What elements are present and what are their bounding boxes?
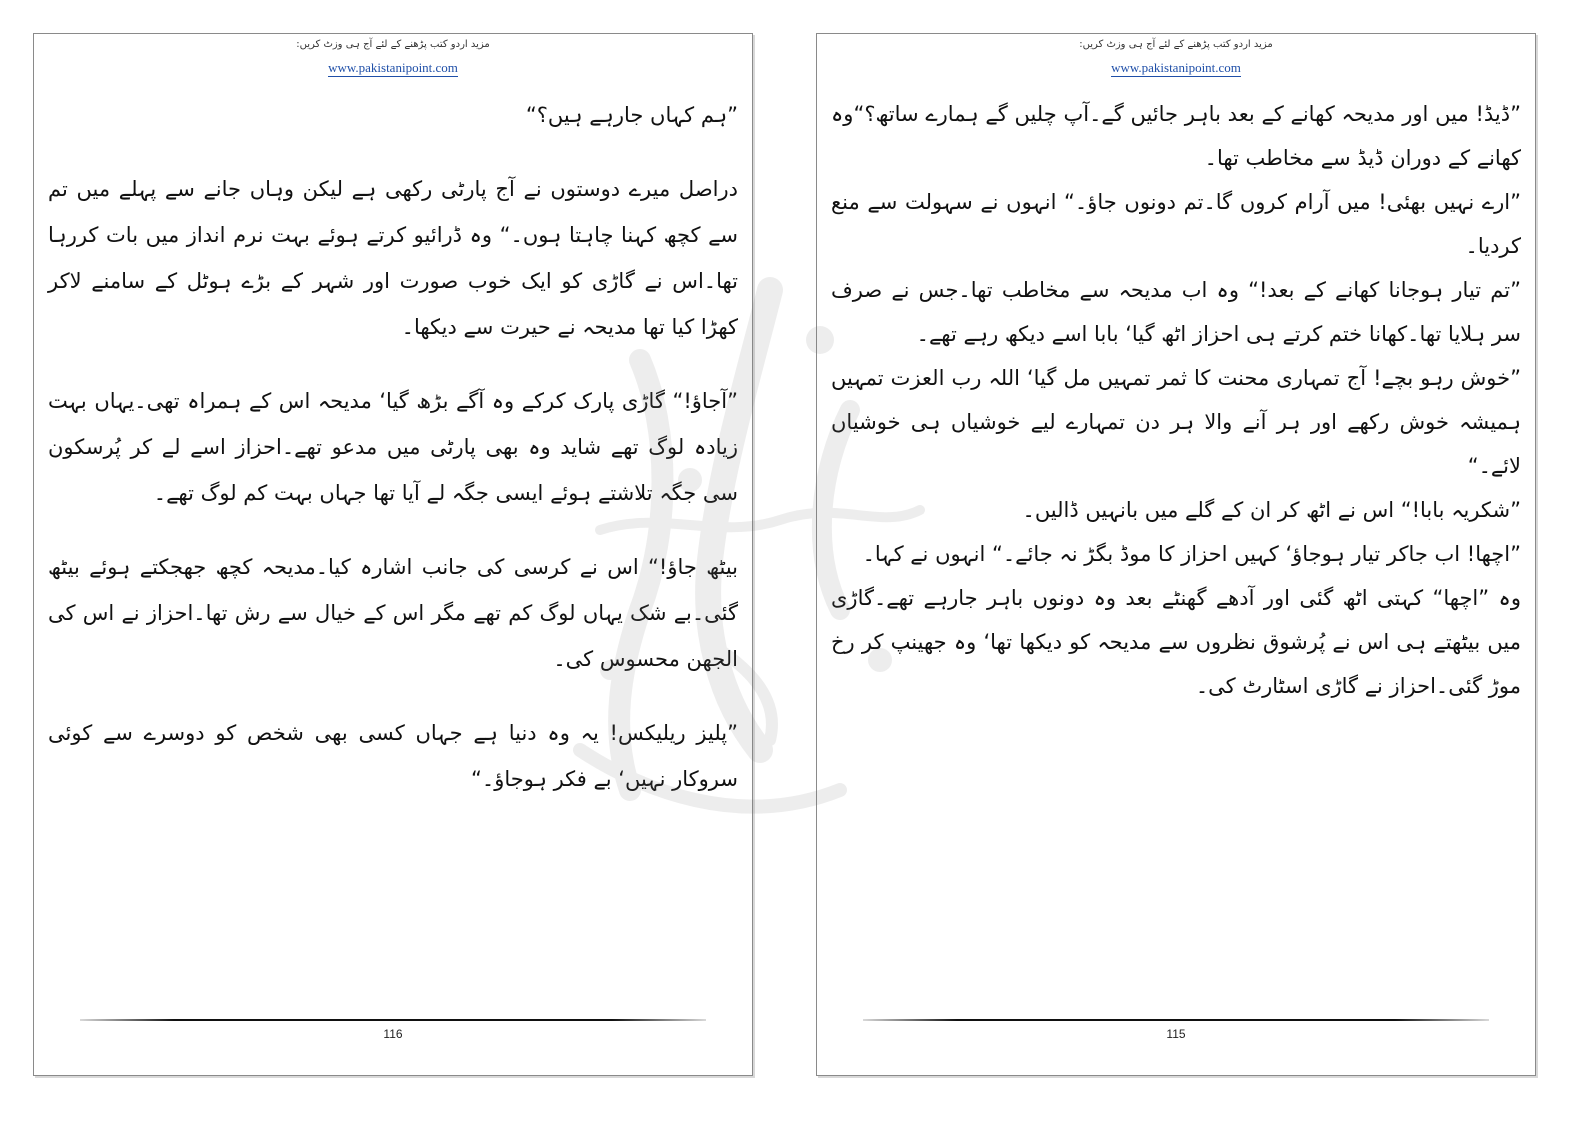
website-link[interactable]: [817, 60, 1535, 76]
header-note: مزید اردو کتب پڑھنے کے لئے آج ہی وزٹ کریں:: [1079, 39, 1273, 50]
page-body: [831, 92, 1521, 708]
website-link[interactable]: [34, 60, 752, 76]
paragraph: ”اچھا! اب جاکر تیار ہوجاؤ‘ کہیں احزاز کا موڈ بگڑ نہ جائے۔“ انہوں نے کہا۔: [862, 542, 1521, 566]
paragraph: وہ ”اچھا“ کہتی اٹھ گئی اور آدھے گھنٹے بعد وہ دونوں باہر جارہے تھے۔گاڑی میں بیٹھتے ہی اس نے پُرشوق نظروں سے مدیحہ کو دیکھا تھا‘ وہ جھینپ کر رخ موڑ گئی۔احزاز نے گاڑی اسٹارٹ کی۔: [831, 586, 1521, 698]
website-link-text[interactable]: www.pakistanipoint.com: [328, 60, 458, 75]
page-number: 116: [383, 1027, 403, 1041]
right-page: [816, 33, 1536, 1076]
paragraph: بیٹھ جاؤ!“ اس نے کرسی کی جانب اشارہ کیا۔مدیحہ کچھ جھجکتے ہوئے بیٹھ گئی۔بے شک یہاں لوگ کم تھے مگر اس کے خیال سے رش تھا۔احزاز نے اس کی الجھن محسوس کی۔: [48, 555, 738, 671]
paragraph: ”تم تیار ہوجانا کھانے کے بعد!“ وہ اب مدیحہ سے مخاطب تھا۔جس نے صرف سر ہلایا تھا۔کھانا ختم کرتے ہی احزاز اٹھ گیا‘ بابا اسے دیکھ رہے تھے۔: [831, 278, 1521, 346]
paragraph: ”ڈیڈ! میں اور مدیحہ کھانے کے بعد باہر جائیں گے۔آپ چلیں گے ہمارے ساتھ؟“وہ کھانے کے دوران ڈیڈ سے مخاطب تھا۔: [831, 102, 1521, 170]
paragraph: ”ہم کہاں جارہے ہیں؟“: [525, 103, 738, 127]
paragraph: ”خوش رہو بچے! آج تمہاری محنت کا ثمر تمہیں مل گیا‘ اللہ رب العزت تمہیں ہمیشہ خوش رکھے اور ہر آنے والا ہر دن تمہارے لیے خوشیاں ہی خوشیاں لائے۔“: [831, 366, 1521, 478]
paragraph: ”ارے نہیں بھئی! میں آرام کروں گا۔تم دونوں جاؤ۔“ انہوں نے سہولت سے منع کردیا۔: [831, 190, 1521, 258]
left-page: [33, 33, 753, 1076]
paragraph: دراصل میرے دوستوں نے آج پارٹی رکھی ہے لیکن وہاں جانے سے پہلے میں تم سے کچھ کہنا چاہتا ہوں۔“ وہ ڈرائیو کرتے ہوئے بہت نرم انداز میں بات کررہا تھا۔اس نے گاڑی کو ایک خوب صورت اور شہر کے بڑے ہوٹل کے سامنے لاکر کھڑا کیا تھا مدیحہ نے حیرت سے دیکھا۔: [48, 177, 738, 339]
paragraph: ”پلیز ریلیکس! یہ وہ دنیا ہے جہاں کسی بھی شخص کو دوسرے سے کوئی سروکار نہیں‘ بے فکر ہوجاؤ۔“: [48, 721, 738, 791]
website-link-text[interactable]: www.pakistanipoint.com: [1111, 60, 1241, 75]
footer-divider: [863, 1019, 1489, 1021]
header-note: مزید اردو کتب پڑھنے کے لئے آج ہی وزٹ کریں:: [296, 39, 490, 50]
paragraph: ”شکریہ بابا!“ اس نے اٹھ کر ان کے گلے میں بانہیں ڈالیں۔: [1022, 498, 1521, 522]
page-number: 115: [1166, 1027, 1186, 1041]
footer-divider: [80, 1019, 706, 1021]
paragraph: ”آجاؤ!“ گاڑی پارک کرکے وہ آگے بڑھ گیا‘ مدیحہ اس کے ہمراہ تھی۔یہاں بہت زیادہ لوگ تھے شاید وہ بھی پارٹی میں مدعو تھے۔احزاز اسے لے کر پُرسکون سی جگہ تلاشتے ہوئے ایسی جگہ لے آیا تھا جہاں بہت کم لوگ تھے۔: [48, 389, 738, 505]
page-body: [48, 92, 738, 802]
